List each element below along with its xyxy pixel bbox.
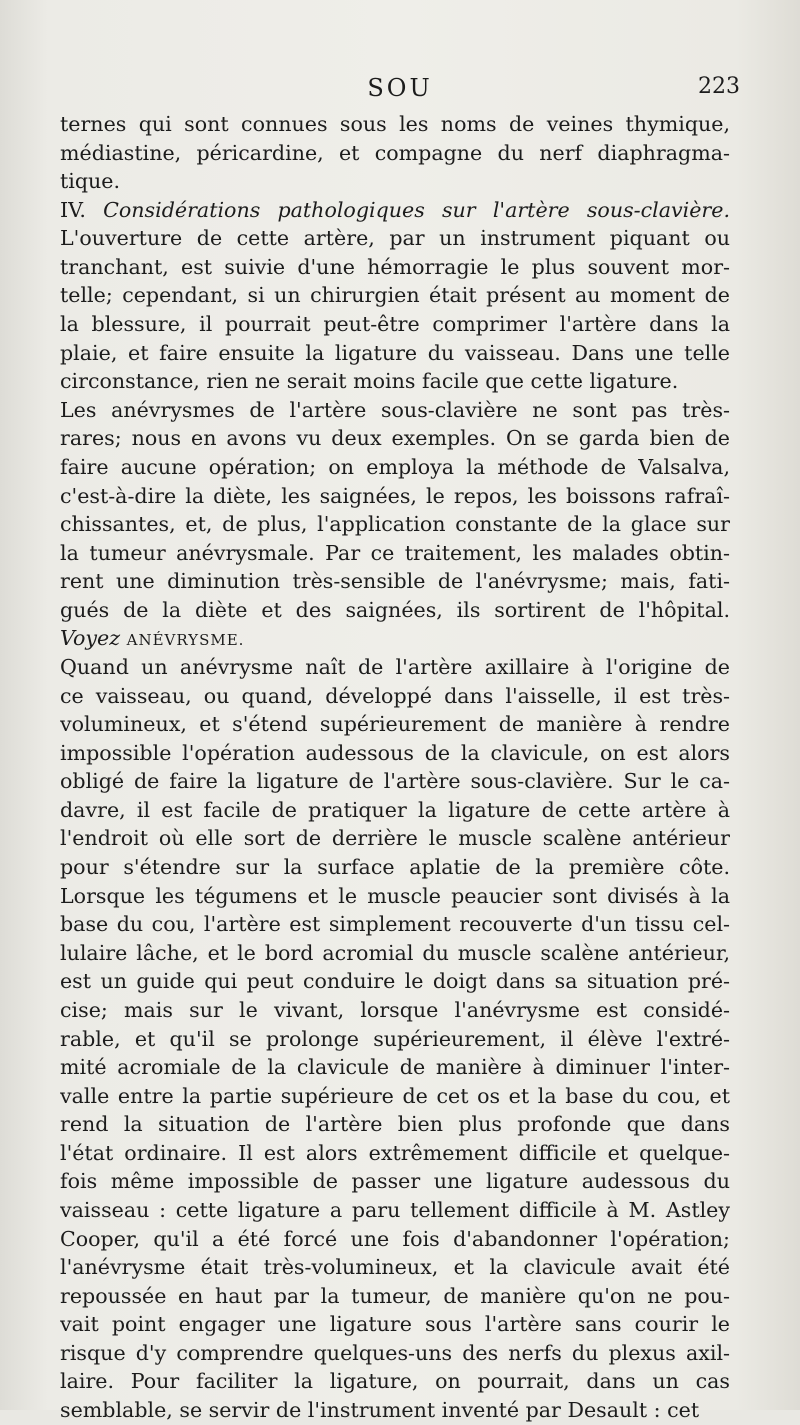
text-line: gués de la diète et des saignées, ils sortirent de l'hôpital.	[60, 597, 730, 622]
text-line: mité acromiale de la clavicule de manière à diminuer l'inter-	[60, 1055, 730, 1080]
text-line: c'est-à-dire la diète, les saignées, le repos, les boissons rafraî-	[60, 483, 730, 508]
text-line: la tumeur anévrysmale. Par ce traitement, les malades obtin-	[60, 540, 730, 565]
text-line: vaisseau : cette ligature a paru tellement difficile à M. Astley	[60, 1197, 730, 1222]
text-line: tranchant, est suivie d'une hémorragie le plus souvent mor-	[60, 254, 730, 279]
text-line: L'ouverture de cette artère, par un instrument piquant ou	[60, 226, 730, 251]
page-header	[60, 74, 740, 104]
text-line: laire. Pour faciliter la ligature, on pourrait, dans un cas	[60, 1369, 730, 1394]
text-line: semblable, se servir de l'instrument inventé par Desault : cet	[60, 1398, 700, 1423]
text-line: repoussée en haut par la tumeur, de manière qu'on ne pou-	[60, 1283, 730, 1308]
text-line: rares; nous en avons vu deux exemples. On se garda bien de	[60, 426, 730, 451]
text-line: rent une diminution très-sensible de l'anévrysme; mais, fati-	[60, 569, 730, 594]
text-line: valle entre la partie supérieure de cet os et la base du cou, et	[60, 1083, 730, 1108]
text-line: vait point engager une ligature sous l'artère sans courir le	[60, 1312, 730, 1337]
text-line: cise; mais sur le vivant, lorsque l'anévrysme est considé-	[60, 997, 730, 1022]
text-line: Quand un anévrysme naît de l'artère axillaire à l'origine de	[60, 654, 730, 679]
text-line: circonstance, rien ne serait moins facile que cette ligature.	[60, 369, 679, 394]
text-line: rend la situation de l'artère bien plus profonde que dans	[60, 1112, 730, 1137]
text-line: l'état ordinaire. Il est alors extrêmement difficile et quelque-	[60, 1140, 730, 1165]
body-text	[60, 110, 730, 1425]
running-head: SOU	[367, 74, 433, 102]
text-line: Lorsque les tégumens et le muscle peaucier sont divisés à la	[60, 883, 730, 908]
text-line: faire aucune opération; on employa la méthode de Valsalva,	[60, 454, 730, 479]
text-line: est un guide qui peut conduire le doigt dans sa situation pré-	[60, 969, 730, 994]
text-line: chissantes, et, de plus, l'application constante de la glace sur	[60, 512, 730, 537]
text-line: Les anévrysmes de l'artère sous-clavière ne sont pas très-	[60, 397, 730, 422]
text-line: lulaire lâche, et le bord acromial du muscle scalène antérieur,	[60, 940, 730, 965]
text-line: rable, et qu'il se prolonge supérieurement, il élève l'extré-	[60, 1026, 730, 1051]
text-line: l'endroit où elle sort de derrière le muscle scalène antérieur	[60, 826, 730, 851]
text-line: Voyez ANÉVRYSME.	[60, 626, 245, 651]
text-line: la blessure, il pourrait peut-être comprimer l'artère dans la	[60, 312, 730, 337]
text-line: Cooper, qu'il a été forcé une fois d'abandonner l'opération;	[60, 1226, 730, 1251]
text-line: fois même impossible de passer une ligature audessous du	[60, 1169, 730, 1194]
text-line: IV. Considérations pathologiques sur l'artère sous-clavière.	[60, 197, 730, 222]
text-line: plaie, et faire ensuite la ligature du vaisseau. Dans une telle	[60, 340, 730, 365]
text-line: médiastine, péricardine, et compagne du nerf diaphragma-	[60, 140, 730, 165]
page-number: 223	[698, 74, 740, 99]
text-line: risque d'y comprendre quelques-uns des nerfs du plexus axil-	[60, 1340, 730, 1365]
text-line: ternes qui sont connues sous les noms de veines thymique,	[60, 112, 730, 136]
text-line: obligé de faire la ligature de l'artère sous-clavière. Sur le ca-	[60, 769, 730, 794]
text-line: ce vaisseau, ou quand, développé dans l'aisselle, il est très-	[60, 683, 730, 708]
text-line: pour s'étendre sur la surface aplatie de la première côte.	[60, 855, 730, 880]
text-line: impossible l'opération audessous de la clavicule, on est alors	[60, 740, 730, 765]
text-line: davre, il est facile de pratiquer la ligature de cette artère à	[60, 797, 730, 822]
text-line: tique.	[60, 169, 121, 194]
text-line: volumineux, et s'étend supérieurement de manière à rendre	[60, 712, 730, 737]
text-line: l'anévrysme était très-volumineux, et la clavicule avait été	[60, 1255, 730, 1280]
text-line: telle; cependant, si un chirurgien était présent au moment de	[60, 283, 730, 308]
text-line: base du cou, l'artère est simplement recouverte d'un tissu cel-	[60, 912, 730, 937]
